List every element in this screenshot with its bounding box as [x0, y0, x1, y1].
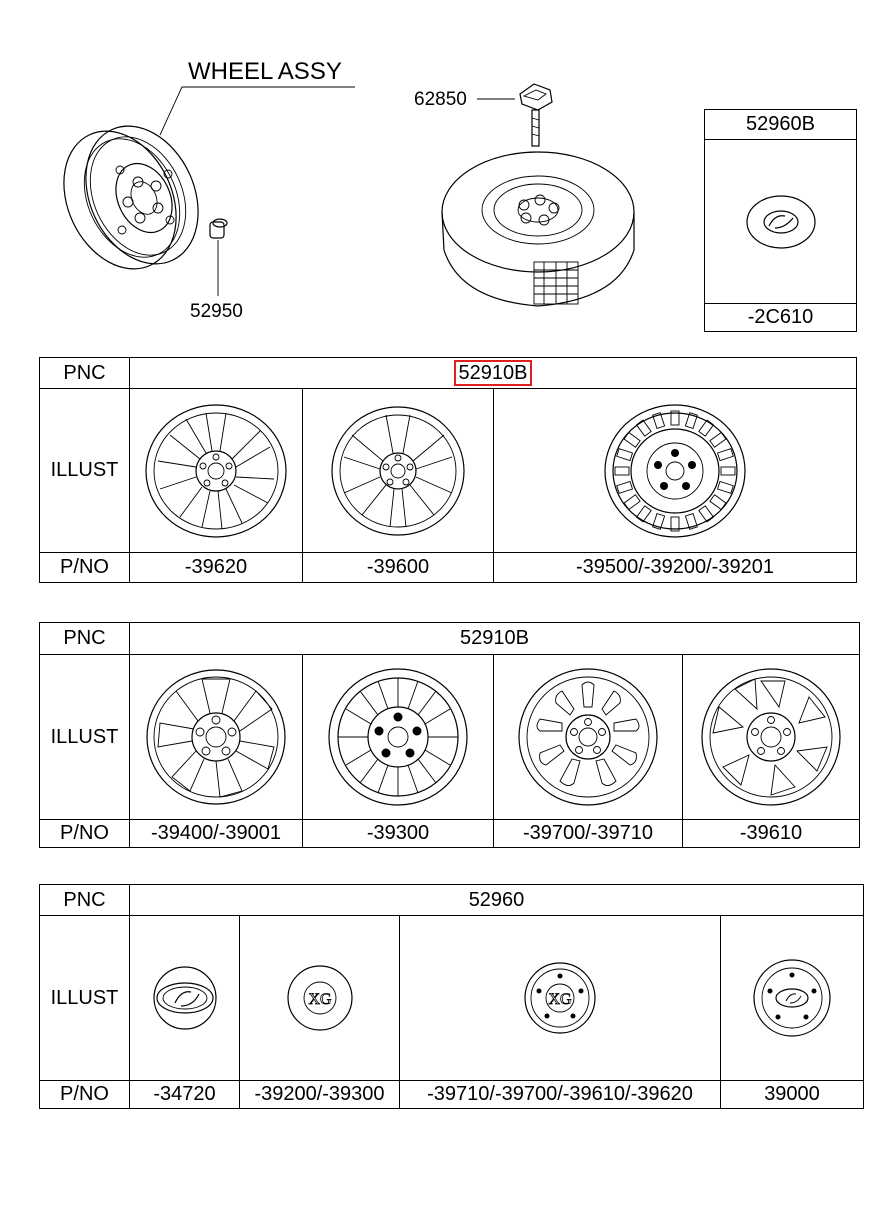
valve-code: 52950: [190, 301, 243, 322]
alloy-wheel-10-spoke-icon: [303, 389, 493, 552]
pno-cell: -34720: [153, 1083, 216, 1105]
nut-code: 62850: [414, 89, 467, 110]
pnc-value: 52960: [468, 888, 525, 911]
pnc-value: [130, 358, 856, 388]
top-illustration-area: [0, 0, 886, 340]
alloy-wheel-8-spoke-icon: [130, 655, 302, 819]
pno-cell: 39000: [764, 1083, 820, 1105]
wheel-table-2: [39, 622, 860, 848]
xg-cap-with-holes-icon: [400, 916, 720, 1080]
illust-label: ILLUST: [50, 725, 119, 748]
pno-label: P/NO: [60, 556, 109, 578]
steel-wheel-icon: [60, 120, 210, 280]
spare-tire-icon: [440, 150, 640, 310]
spare-tire-bolt-icon: [510, 76, 560, 148]
cap-box-top-code: 52960B: [746, 113, 815, 135]
alloy-wheel-10-hole-icon: [494, 655, 682, 819]
pno-cell: -39500/-39200/-39201: [576, 556, 774, 578]
hyundai-cap-icon: [130, 916, 239, 1080]
cap-box: [704, 109, 857, 332]
pno-cell: -39710/-39700/-39610/-39620: [427, 1083, 693, 1105]
illust-label: ILLUST: [50, 986, 119, 1009]
pnc-label: PNC: [63, 361, 106, 384]
cap-table: [39, 884, 864, 1109]
pno-cell: -39200/-39300: [254, 1083, 385, 1105]
pnc-label: PNC: [63, 888, 106, 911]
alloy-wheel-mesh-icon: [303, 655, 493, 819]
pnc-label: PNC: [63, 627, 106, 649]
alloy-wheel-7-hole-icon: [683, 655, 859, 819]
pno-label: P/NO: [60, 1083, 109, 1105]
wheel-table-1: [39, 357, 857, 583]
svg-text:XG: XG: [548, 991, 572, 1008]
pno-label: P/NO: [60, 822, 109, 844]
hyundai-cap-icon: [705, 140, 856, 303]
alloy-wheel-slotted-icon: [494, 389, 856, 552]
pnc-value-highlight: 52910B: [454, 360, 533, 386]
cap-box-bottom-code: -2C610: [747, 306, 814, 328]
pno-cell: -39700/-39710: [522, 822, 654, 844]
wheel-assy-label: WHEEL ASSY: [188, 58, 342, 85]
pno-cell: -39400/-39001: [150, 822, 282, 844]
pno-cell: -39600: [366, 556, 430, 578]
svg-text:XG: XG: [307, 991, 332, 1008]
pno-cell: -39610: [739, 822, 803, 844]
pnc-value: 52910B: [460, 627, 529, 649]
illust-label: ILLUST: [50, 459, 119, 481]
alloy-wheel-12-spoke-icon: [130, 389, 302, 552]
xg-cap-icon: [240, 916, 399, 1080]
valve-cap-icon: [204, 214, 234, 244]
pno-cell: -39300: [366, 822, 430, 844]
hyundai-cap-with-holes-icon: [721, 916, 863, 1080]
pno-cell: -39620: [184, 556, 248, 578]
